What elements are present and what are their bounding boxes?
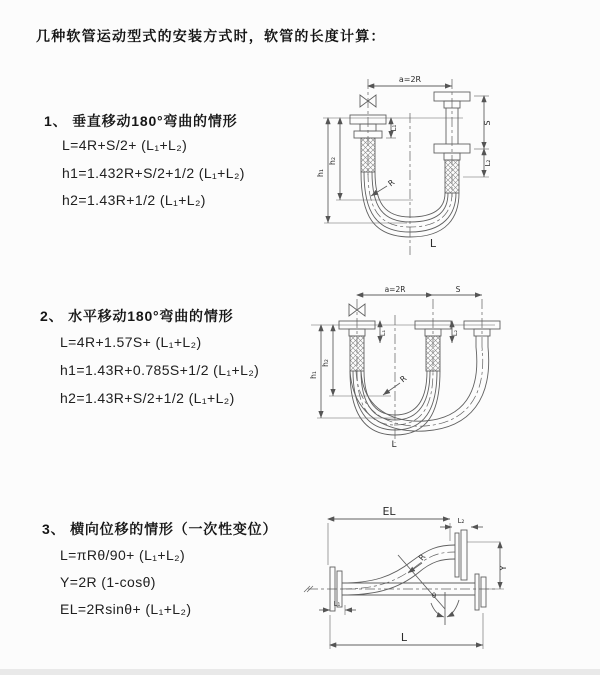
diagram-horizontal-180-bend	[303, 283, 600, 463]
section-3-formula-y: Y=2R (1-cosθ)	[60, 574, 156, 590]
upper-flange	[455, 533, 459, 577]
dim-label-h2: h₂	[321, 359, 330, 367]
section-2-formula-h2: h2=1.43R+S/2+1/2 (L₁+L₂)	[60, 390, 235, 406]
section-3-heading: 3、 横向位移的情形（一次性变位）	[42, 521, 278, 537]
dim-label-y: Y	[499, 565, 508, 571]
section-1-formula-h2: h2=1.43R+1/2 (L₁+L₂)	[62, 192, 206, 208]
dim-label-l1: L₁	[379, 329, 387, 337]
diagram-vertical-180-bend	[303, 65, 595, 265]
angle-label: θ	[431, 592, 437, 600]
section-3-formula-el: EL=2Rsinθ+ (L₁+L₂)	[60, 601, 192, 617]
braided-hose-section	[350, 336, 364, 371]
braided-hose-section	[426, 336, 440, 371]
dim-label-l1: L₁	[333, 600, 341, 608]
diagram-lateral-displacement	[300, 497, 600, 662]
braided-hose-section	[361, 138, 375, 172]
dim-label-s: S	[455, 285, 461, 294]
radius-label: R	[386, 177, 397, 189]
page-title: 几种软管运动型式的安装方式时，软管的长度计算：	[36, 28, 386, 44]
section-2-heading: 2、 水平移动180°弯曲的情形	[40, 308, 234, 324]
hose-drawing-group	[304, 519, 504, 649]
radius-label: R	[416, 552, 428, 563]
braided-hose-section	[445, 160, 459, 193]
section-1-formula-length: L=4R+S/2+ (L₁+L₂)	[62, 137, 188, 153]
dim-label-h2: h₂	[328, 156, 337, 166]
section-3-formula-length: L=πRθ/90+ (L₁+L₂)	[60, 547, 186, 563]
page-bottom-edge	[0, 669, 600, 675]
dim-label-a2r: a=2R	[398, 75, 422, 84]
hose-drawing-group	[323, 79, 489, 255]
dim-label-el: EL	[382, 505, 396, 518]
hose-drawing-group	[311, 295, 500, 443]
dim-label-h1: h₁	[316, 168, 325, 178]
length-label: L	[429, 237, 437, 250]
u-bend-hose-position2	[350, 347, 489, 431]
section-2-formula-length: L=4R+1.57S+ (L₁+L₂)	[60, 334, 202, 350]
dim-label-l2: L₂	[457, 517, 465, 525]
dim-label-a2r: a=2R	[384, 285, 406, 294]
dim-label-l2: L₂	[451, 329, 459, 337]
radius-label: R	[398, 373, 409, 385]
length-label: L	[391, 440, 397, 450]
dim-label-l2: L₂	[484, 159, 492, 167]
section-1-heading: 1、 垂直移动180°弯曲的情形	[44, 113, 238, 129]
dim-label-h1: h₁	[309, 371, 318, 379]
s-curve-hose	[342, 545, 455, 595]
centerlines	[368, 79, 452, 255]
section-2-formula-h1: h1=1.43R+0.785S+1/2 (L₁+L₂)	[60, 362, 260, 378]
radius-leader	[383, 383, 400, 395]
dim-label-l1: L₁	[390, 124, 398, 132]
length-label: L	[400, 631, 408, 644]
dim-label-s: S	[483, 120, 492, 126]
right-flange	[475, 574, 479, 610]
section-1-formula-h1: h1=1.432R+S/2+1/2 (L₁+L₂)	[62, 165, 245, 181]
